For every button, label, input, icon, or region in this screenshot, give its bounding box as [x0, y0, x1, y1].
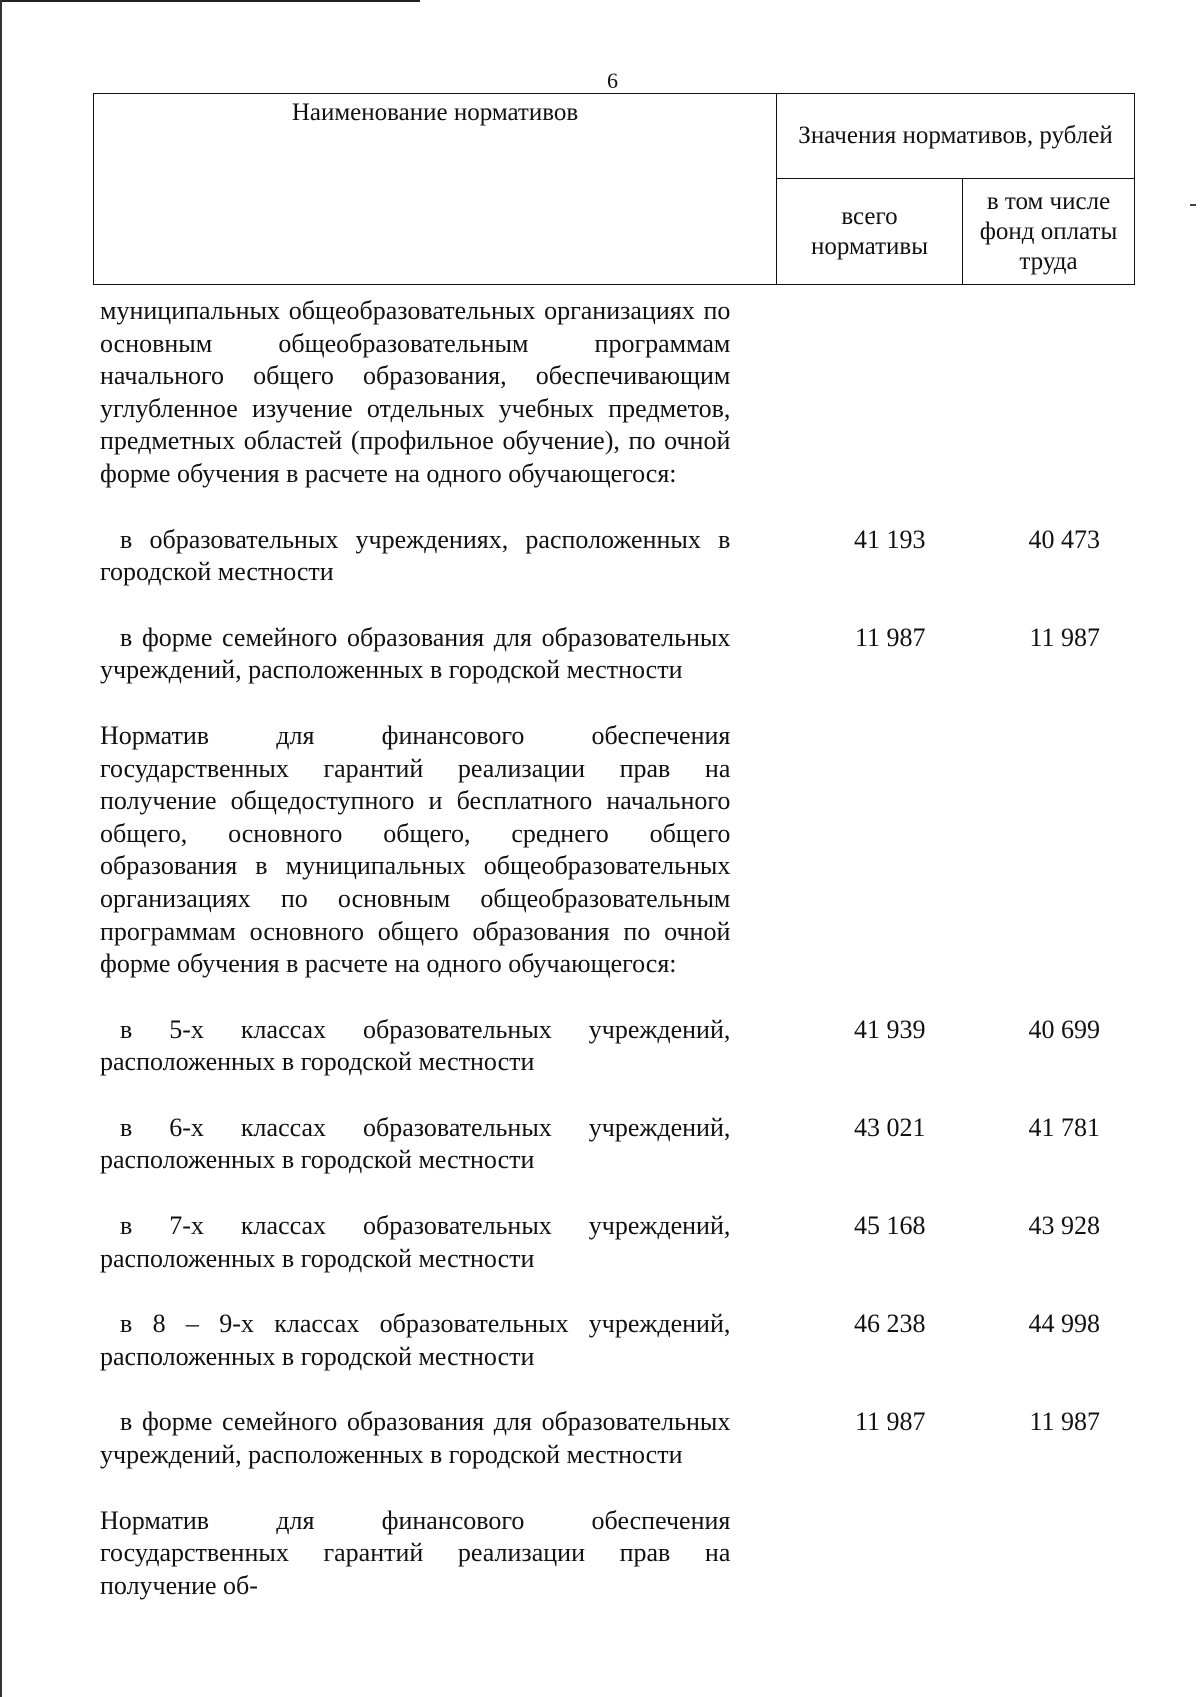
- row-fund-value: 43 928: [1028, 1211, 1100, 1241]
- row-description: в форме семейного образования для образовательных учреждений, расположенных в городской местности: [100, 622, 731, 685]
- row-description: муниципальных общеобразовательных организациях по основным общеобразовательным программам начального общего образования, обеспечивающим углубленное изучение отдельных учебных предметов, предметных областей (профильное обучение), по очной форме обучения в расчете на одного обучающегося:: [100, 296, 731, 488]
- row-fund-value: 40 473: [1028, 524, 1100, 554]
- row-description: в 7-х классах образовательных учреждений, расположенных в городской местности: [100, 1211, 731, 1273]
- row-description: в форме семейного образования для образовательных учреждений, расположенных в городской местности: [100, 1407, 731, 1470]
- row-fund-value: 44 998: [1028, 1309, 1100, 1339]
- row-fund-value: 41 781: [1028, 1112, 1100, 1142]
- row-description: в образовательных учреждениях, расположенных в городской местности: [100, 524, 731, 587]
- header-total-line-2: нормативы: [810, 232, 928, 260]
- table-row: [100, 622, 1100, 687]
- row-total-value: 43 021: [854, 1112, 926, 1142]
- header-fund-line-3: труда: [1019, 247, 1078, 275]
- table-row: [100, 1505, 1100, 1603]
- table-row: [100, 1112, 1100, 1177]
- table-row: [100, 1308, 1100, 1373]
- header-total-line-1: всего: [841, 202, 898, 230]
- scan-right-tick-mark: [1190, 204, 1196, 206]
- row-description: Норматив для финансового обеспечения государственных гарантий реализации прав на получение общедоступного и бесплатного начального общего, основного общего, среднего общего образования в муниципальных общеобразовательных организациях по основным общеобразовательным программам основного общего образования по очной форме обучения в расчете на одного обучающегося:: [100, 720, 731, 979]
- row-description: в 5-х классах образовательных учреждений, расположенных в городской местности: [100, 1014, 731, 1077]
- table-row: [100, 295, 1100, 491]
- row-total-value: 46 238: [854, 1309, 926, 1339]
- row-description: Норматив для финансового обеспечения государственных гарантий реализации прав на получение об-: [100, 1505, 731, 1600]
- header-fund-line-1: в том числе: [986, 187, 1111, 215]
- row-total-value: 41 193: [854, 524, 926, 554]
- row-fund-value: 40 699: [1028, 1014, 1100, 1044]
- row-description: в 8 – 9-х классах образовательных учреждений, расположенных в городской местности: [100, 1309, 731, 1371]
- scan-top-edge-line: [0, 0, 420, 2]
- header-fund-line-2: фонд оплаты: [979, 217, 1118, 245]
- table-row: [100, 720, 1100, 981]
- header-name-column: Наименование нормативов: [94, 94, 777, 285]
- table-body: [100, 295, 1100, 1602]
- header-total-column: [777, 179, 963, 285]
- table-row: [100, 1406, 1100, 1471]
- row-total-value: 41 939: [854, 1014, 926, 1044]
- header-values-column: Значения нормативов, рублей: [777, 94, 1135, 179]
- scan-left-edge-line: [0, 0, 2, 1697]
- table-header: [93, 93, 1135, 285]
- header-fund-column: [963, 179, 1135, 285]
- row-total-value: 11 987: [854, 622, 926, 652]
- row-total-value: 45 168: [854, 1211, 926, 1241]
- row-description: в 6-х классах образовательных учреждений, расположенных в городской местности: [100, 1112, 731, 1175]
- row-fund-value: 11 987: [1029, 622, 1100, 652]
- row-total-value: 11 987: [854, 1407, 926, 1437]
- table-row: [100, 524, 1100, 589]
- table-row: [100, 1210, 1100, 1275]
- page-number: 6: [607, 68, 618, 93]
- table-row: [100, 1014, 1100, 1079]
- row-fund-value: 11 987: [1029, 1407, 1100, 1437]
